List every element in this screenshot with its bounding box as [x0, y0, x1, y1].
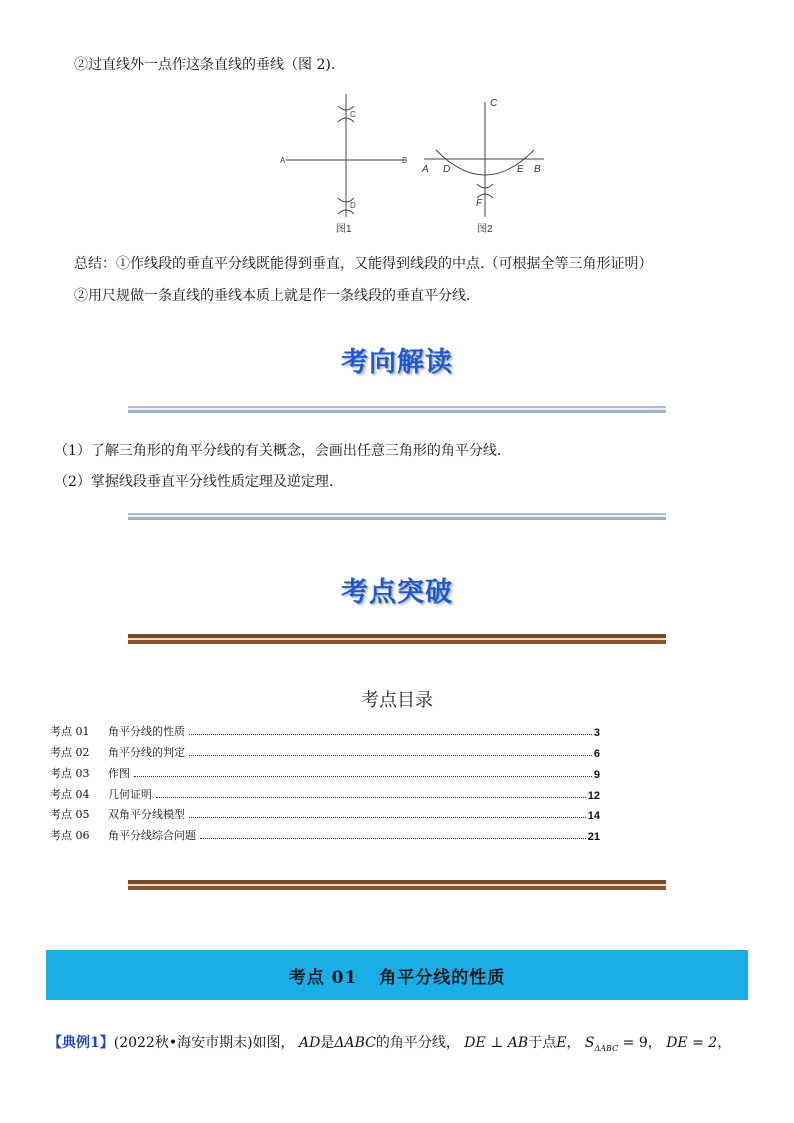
- example-de-value: DE = 2: [666, 1035, 718, 1051]
- topic-banner: [46, 950, 748, 1000]
- toc-name: 角平分线的判定: [108, 746, 185, 759]
- toc-leader: [200, 838, 586, 839]
- toc-name: 双角平分线模型: [108, 808, 185, 821]
- example-area-value: = 9: [618, 1035, 648, 1051]
- toc-page: 21: [587, 831, 600, 843]
- toc-entry[interactable]: [50, 806, 600, 822]
- fig2-label-b: B: [534, 164, 541, 175]
- summary-line-2: ②用尺规做一条直线的垂线本质上就是作一条线段的垂直平分线.: [74, 288, 471, 304]
- toc-page: 3: [593, 727, 600, 739]
- toc-name: 作图: [108, 767, 130, 780]
- section-divider: [128, 513, 666, 520]
- toc-entry[interactable]: [50, 744, 600, 760]
- toc-code: 考点 05: [50, 808, 90, 821]
- fig1-label-b: B: [402, 156, 408, 165]
- toc-page: 14: [587, 810, 600, 822]
- toc-entry[interactable]: [50, 827, 600, 843]
- example-ad: AD: [299, 1035, 321, 1051]
- toc-code: 考点 01: [50, 725, 90, 738]
- example-text: ，: [647, 1035, 662, 1051]
- section-title-reading: 考向解读: [341, 347, 453, 378]
- figure-2-drawing: [416, 92, 551, 237]
- section-divider: [128, 880, 666, 890]
- fig1-label-c: C: [350, 110, 356, 119]
- toc-leader: [156, 797, 586, 798]
- topic-code: 考点 01: [288, 967, 358, 988]
- example-line: [48, 1032, 731, 1053]
- example-tag: 【典例1】: [48, 1035, 114, 1051]
- topic-name: 角平分线的性质: [379, 967, 506, 988]
- toc-page: 6: [593, 748, 600, 760]
- toc-name: 几何证明: [108, 788, 152, 801]
- figure-1-drawing: [278, 92, 413, 237]
- toc-leader: [189, 755, 592, 756]
- fig2-caption: 图2: [477, 224, 493, 235]
- summary-line-1: 总结：①作线段的垂直平分线既能得到垂直，又能得到线段的中点.（可根据全等三角形证明）: [74, 256, 653, 272]
- figure-2: [416, 92, 551, 241]
- example-text: 的角平分线，: [375, 1035, 460, 1051]
- example-source: (2022秋•海安市期末)如图，: [113, 1035, 295, 1051]
- toc-entry[interactable]: [50, 786, 600, 802]
- fig2-label-f: F: [476, 198, 483, 209]
- example-area-subscript: ΔABC: [594, 1043, 619, 1053]
- example-area: S: [584, 1035, 595, 1051]
- fig1-label-d: D: [350, 201, 356, 210]
- toc-leader: [189, 734, 592, 735]
- fig2-label-d: D: [443, 164, 451, 175]
- toc-page: 12: [587, 790, 600, 802]
- fig1-label-a: A: [280, 156, 286, 165]
- toc-leader: [134, 776, 592, 777]
- toc-title: 考点目录: [361, 690, 433, 711]
- toc-code: 考点 02: [50, 746, 90, 759]
- example-text: 于点: [528, 1035, 557, 1051]
- section-divider: [128, 406, 666, 413]
- example-triangle: ΔABC: [334, 1035, 376, 1051]
- fig2-label-a: A: [422, 164, 429, 175]
- toc-entry[interactable]: [50, 723, 600, 739]
- toc-name: 角平分线综合问题: [108, 829, 196, 842]
- example-text: ，: [717, 1035, 732, 1051]
- example-perp: DE ⊥ AB: [464, 1035, 529, 1051]
- toc-code: 考点 04: [50, 788, 90, 801]
- toc-entry[interactable]: [50, 765, 600, 781]
- reading-item-2: （2）掌握线段垂直平分线性质定理及逆定理.: [54, 474, 334, 490]
- toc-name: 角平分线的性质: [108, 725, 185, 738]
- fig2-label-e: E: [517, 164, 524, 175]
- toc-leader: [189, 817, 586, 818]
- fig1-caption: 图1: [336, 224, 352, 235]
- intro-line: ②过直线外一点作这条直线的垂线（图 2).: [74, 57, 336, 73]
- toc-code: 考点 06: [50, 829, 90, 842]
- toc-code: 考点 03: [50, 767, 90, 780]
- example-text: 是: [320, 1035, 335, 1051]
- fig2-label-c: C: [490, 98, 498, 109]
- example-text: ，: [566, 1035, 581, 1051]
- section-title-breakthrough: 考点突破: [341, 577, 453, 608]
- section-divider: [128, 634, 666, 644]
- toc-page: 9: [593, 769, 600, 781]
- example-point-e: E: [556, 1035, 567, 1051]
- reading-item-1: （1）了解三角形的角平分线的有关概念，会画出任意三角形的角平分线.: [54, 443, 502, 459]
- figure-1: [278, 92, 413, 241]
